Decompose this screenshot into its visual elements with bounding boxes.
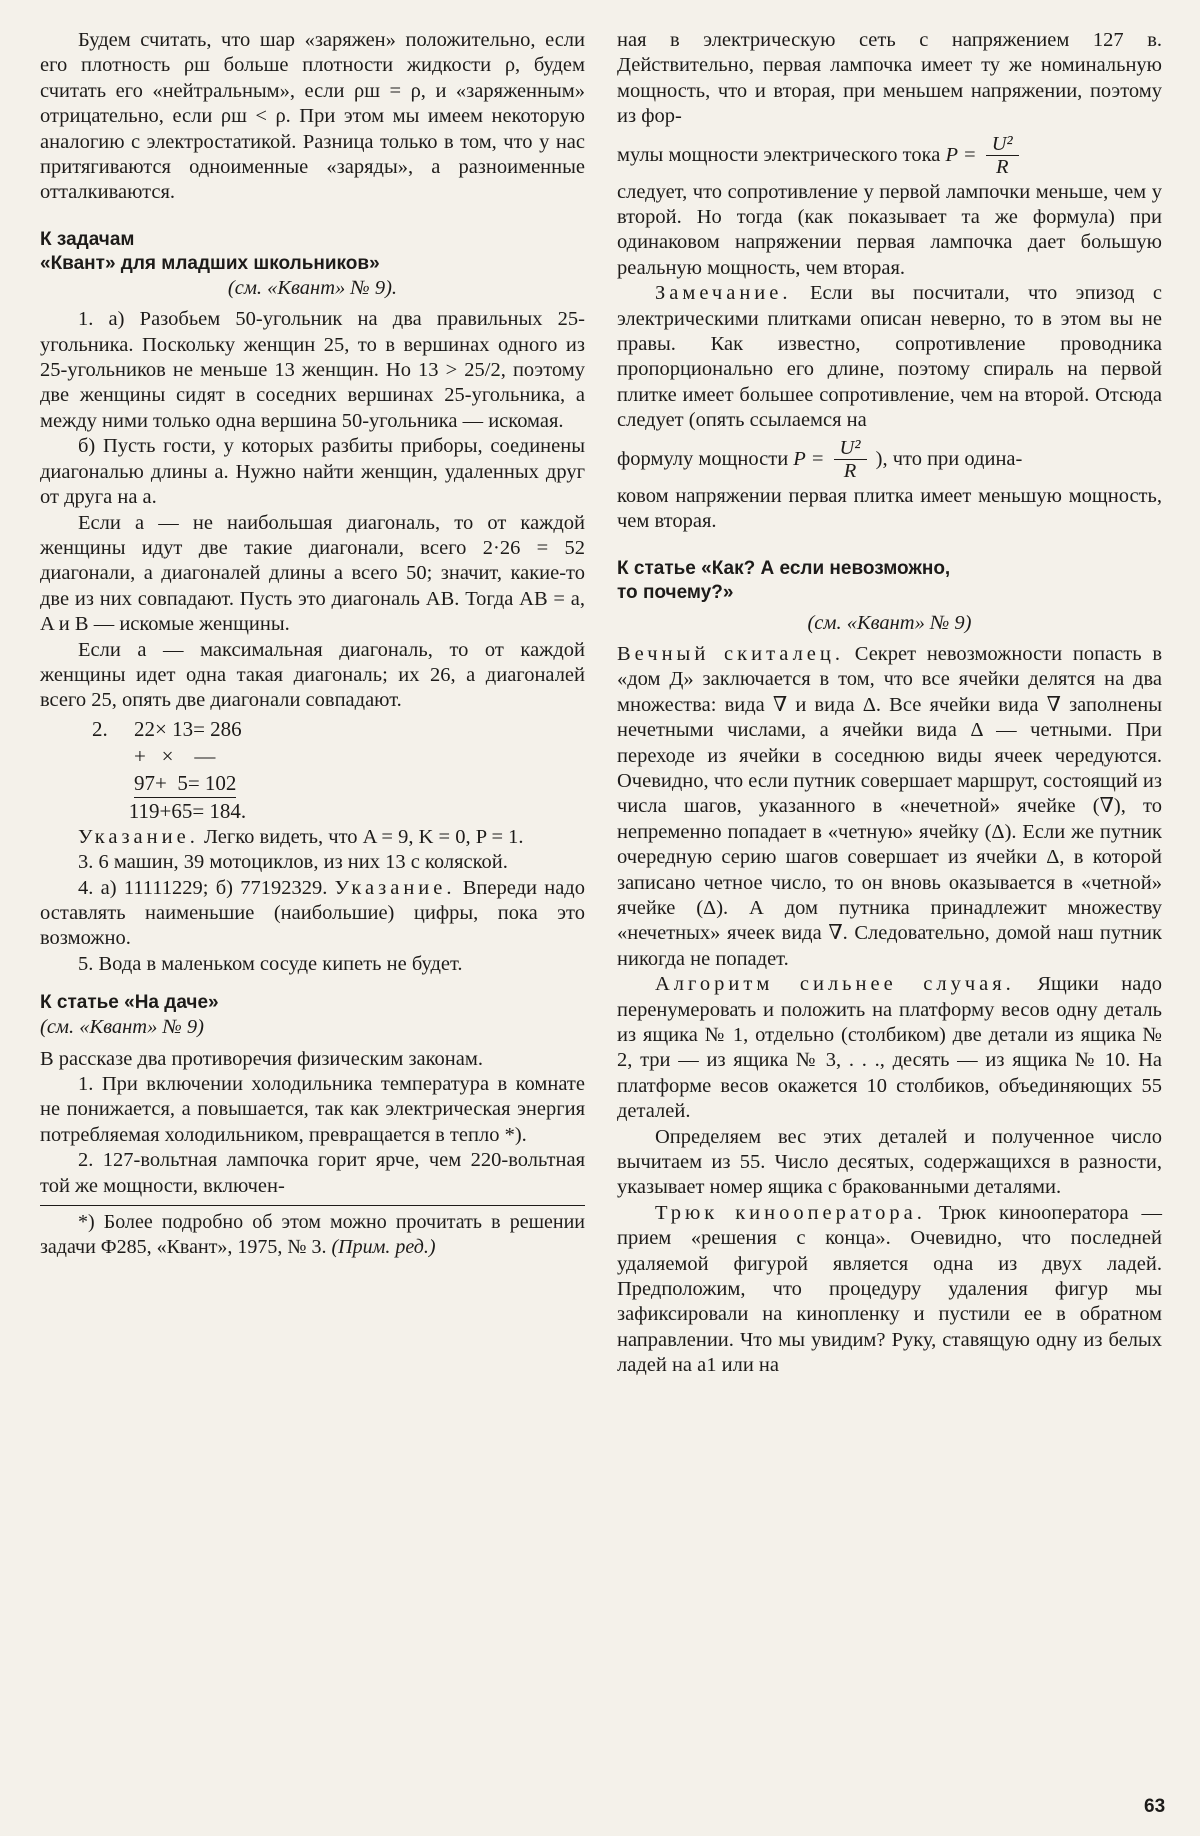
formula-2-prefix: формулу мощности <box>617 447 789 470</box>
wanderer-label: Вечный скиталец. <box>617 642 844 665</box>
heading-line-1: К задачам <box>40 228 135 250</box>
problem-1a: 1. а) Разобьем 50-угольник на два правильных 25-угольника. Поскольку женщин 25, то в вершинах одного из 25-угольников не меньше 13 женщин. Но 13 > 25/2, поэтому две женщины сидят в соседних вершинах 25-угольника, а между ними только одна вершина 50-угольника — искомая. <box>40 308 585 432</box>
footnote-divider <box>40 1205 585 1206</box>
formula-line-2 <box>617 434 1162 484</box>
wanderer-text: Секрет невозможности попасть в «дом Д» заключается в том, что все ячейки делятся на два множества: вида ∇ и вида Δ. Все ячейки вида ∇ заполнены нечетными числами, а ячейки вида Δ — четными. При переходе из ячейки в соседнюю виды ячеек чередуются. Очевидно, что если путник совершает маршрут, состоящий из числа шагов, указанного в «нечетной» ячейке (∇), то непременно попадает в «четную» ячейку (Δ). Если же путник очередную серию шагов совершает из ячейки Δ, в которой записано четное число, то он вновь оказывается в «четной» ячейке (Δ). А дом путника принадлежит множеству «нечетных» ячеек вида ∇. Следовательно, домой наш путник никогда не попадет. <box>617 642 1163 970</box>
dacha-reference: (см. «Квант» № 9) <box>40 1016 205 1039</box>
left-column <box>40 28 585 1260</box>
paragraph-intro: Будем считать, что шар «заряжен» положительно, если его плотность ρш больше плотности жидкости ρ, будем считать его «нейтральным», если ρш = ρ, и «заряженным» отрицательно, если ρш < ρ. При этом мы имеем некоторую аналогию с электростатикой. Разница только в том, что у нас притягиваются одноименные «заряды», а разноименные отталкиваются. <box>40 29 585 204</box>
problem-1c: Если a — не наибольшая диагональ, то от каждой женщины идут две такие диагонали, всего 2·26 = 52 диагонали, а диагоналей длины a всего 50; значит, какие-то две из них совпадают. Пусть это диагональ AB. Тогда AB = a, A и B — искомые женщины. <box>40 511 585 636</box>
problem-3: 3. 6 машин, 39 мотоциклов, из них 13 с коляской. <box>78 851 508 874</box>
formula-line-1 <box>617 130 1162 180</box>
formula-1-fraction <box>986 133 1019 178</box>
formula-1-denominator: R <box>995 156 1009 179</box>
problem-1b: б) Пусть гости, у которых разбиты приборы, соединены диагональю длины a. Нужно найти женщин, удаленных друг от друга на a. <box>40 435 585 509</box>
formula-1-numerator: U² <box>986 133 1019 156</box>
formula-1-prefix: мулы мощности электрического тока <box>617 143 941 166</box>
remark-text: Если вы посчитали, что эпизод с электрическими плитками описан неверно, то в этом вы не правы. Как известно, сопротивление проводника пропорционально его длине, поэтому спираль на первой плитке имеет большее сопротивление, чем на второй. Отсюда следует (опять ссылаемся на <box>617 282 1162 432</box>
footnote-text: *) Более подробно об этом можно прочитать в решении задачи Ф285, «Квант», 1975, № 3. <box>40 1211 585 1259</box>
formula-1-lhs: P = <box>945 143 977 166</box>
problem-5: 5. Вода в маленьком сосуде кипеть не будет. <box>78 952 463 975</box>
footnote <box>40 1210 585 1260</box>
dacha-point-1: 1. При включении холодильника температура в комнате не понижается, а повышается, так как электрическая энергия потребляемая холодильником, превращается в тепло *). <box>40 1073 585 1146</box>
section-heading-dacha: К статье «На даче» <box>40 992 219 1014</box>
formula-2-numerator: U² <box>834 437 867 460</box>
formula-2-suffix: ), что при одина- <box>875 447 1023 470</box>
section-heading-kvant-junior <box>40 228 585 276</box>
remark-label: Замечание. <box>655 282 792 305</box>
formula-2-denominator: R <box>843 460 857 483</box>
algorithm-paragraph-2: Определяем вес этих деталей и полученное число вычитаем из 55. Число десятых, содержащихся в разности, указывает номер ящика с бракованными деталями. <box>617 1125 1162 1199</box>
arithmetic-puzzle <box>92 716 585 825</box>
continued-paragraph: ная в электрическую сеть с напряжением 127 в. Действительно, первая лампочка имеет ту же номинальную мощность, что и вторая, при меньшем напряжении, поэтому из фор- <box>617 29 1162 128</box>
algorithm-paragraph <box>617 972 1162 1124</box>
heading-line-2: «Квант» для младших школьников» <box>40 252 380 274</box>
problem-4 <box>40 876 585 952</box>
hint-label: Указание. <box>78 825 199 848</box>
heading-how-line-1: К статье «Как? А если невозможно, <box>617 557 951 579</box>
problem-4-answer: 4. а) 11111229; б) 77192329. <box>78 876 328 899</box>
remark-paragraph <box>617 281 1162 433</box>
remark-end: ковом напряжении первая плитка имеет меньшую мощность, чем вторая. <box>617 484 1162 533</box>
algorithm-text: Ящики надо перенумеровать и положить на платформу весов одну деталь из ящика № 1, отдельно (столбиком) две детали из ящика № 2, три — из ящика № 3, . . ., десять — из ящика № 10. На платформе весов окажется 10 столбиков, объединяющих 55 деталей. <box>617 973 1162 1123</box>
formula-2-lhs: P = <box>793 447 825 470</box>
right-column <box>617 28 1162 1379</box>
section-heading-how <box>617 557 1162 605</box>
arith-row-2: + × — <box>134 743 216 768</box>
formula-2-fraction <box>834 437 867 482</box>
trick-paragraph <box>617 1201 1162 1379</box>
problem-4-rest: Впереди надо оставлять наименьшие (наибольшие) цифры, пока это возможно. <box>40 876 585 950</box>
wanderer-paragraph <box>617 642 1162 972</box>
heading-reference: (см. «Квант» № 9). <box>227 276 398 299</box>
continued-paragraph-2: следует, что сопротивление у первой лампочки меньше, чем у второй. Но тогда (как показывает та же формула) при одинаковом напряжении первая лампочка дает большую реальную мощность, чем вторая. <box>617 180 1162 279</box>
problem-2-number: 2. <box>92 716 108 741</box>
algorithm-label: Алгоритм сильнее случая. <box>655 973 1015 996</box>
hint-paragraph <box>40 825 585 850</box>
problem-1d: Если a — максимальная диагональ, то от каждой женщины идет одна такая диагональ; их 26, а диагоналей всего 25, опять две диагонали совпадают. <box>40 638 585 712</box>
footnote-note: (Прим. ред.) <box>331 1236 436 1259</box>
problem-4-label: Указание. <box>334 876 456 899</box>
dacha-intro: В рассказе два противоречия физическим законам. <box>40 1047 483 1070</box>
trick-label: Трюк кинооператора. <box>655 1201 926 1224</box>
how-reference: (см. «Квант» № 9) <box>807 611 972 634</box>
trick-text: Трюк кинооператора — прием «решения с конца». Очевидно, что последней удаляемой фигурой является одна из двух ладей. Предположим, что процедуру удаления фигур мы зафиксировали на кинопленку и пустили ее в обратном направлении. Что мы увидим? Руку, ставящую одну из белых ладей на a1 или на <box>617 1201 1162 1377</box>
arith-row-1: 22× 13= 286 <box>134 716 242 741</box>
hint-text: Легко видеть, что A = 9, K = 0, P = 1. <box>203 825 524 848</box>
arith-row-3: 97+ 5= 102 <box>134 770 236 798</box>
heading-how-line-2: то почему?» <box>617 581 734 603</box>
arith-row-4: 119+65= 184. <box>128 798 247 823</box>
page-number: 63 <box>1144 1796 1166 1817</box>
dacha-point-2: 2. 127-вольтная лампочка горит ярче, чем 220-вольтная той же мощности, включен- <box>40 1149 585 1197</box>
